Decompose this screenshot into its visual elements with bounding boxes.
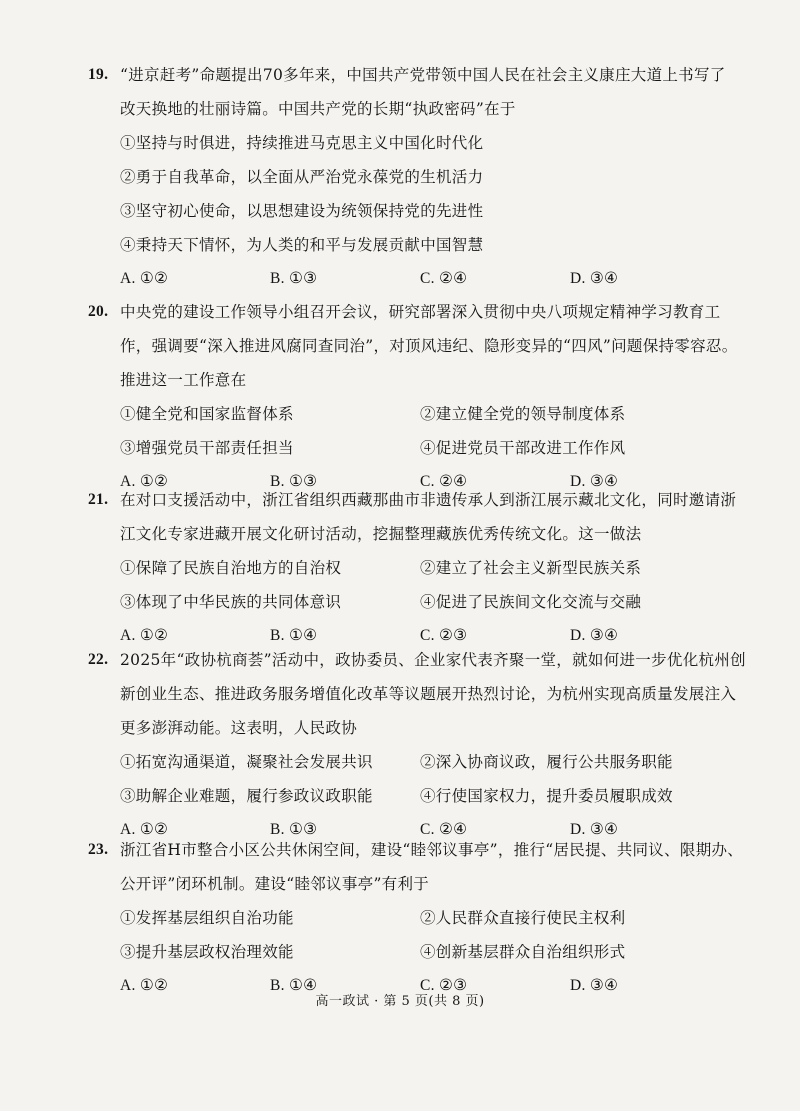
question-22 [88,643,746,847]
question-stem: “进京赶考”命题提出70多年来，中国共产党带领中国人民在社会主义康庄大道上书写了 [120,66,726,84]
option-1: ①坚持与时俱进，持续推进马克思主义中国化时代化 [120,134,484,152]
option-1: ①保障了民族自治地方的自治权 [120,559,342,577]
option-row [120,551,728,585]
question-stem: 浙江省H市整合小区公共休闲空间，建设“睦邻议事亭”，推行“居民提、共同议、限期办、 [120,841,744,859]
answer-c: C. ②④ [420,270,468,287]
question-stem: 作，强调要“深入推进风腐同查同治”，对顶风违纪、隐形变异的“四风”问题保持零容忍。 [120,337,738,355]
answer-b: B. ①③ [270,821,318,838]
option-4: ④促进了民族间文化交流与交融 [420,593,642,611]
answer-c: C. ②④ [420,821,468,838]
answer-d: D. ③④ [570,627,619,644]
answer-a: A. ①② [120,473,169,490]
answer-d: D. ③④ [570,473,619,490]
question-number: 23. [88,841,109,858]
answer-b: B. ①④ [270,977,318,994]
answer-b: B. ①③ [270,270,318,287]
answer-d: D. ③④ [570,821,619,838]
option-1: ①拓宽沟通渠道，凝聚社会发展共识 [120,753,373,771]
question-number: 20. [88,303,109,320]
question-stem: 推进这一工作意在 [120,371,247,389]
answer-a: A. ①② [120,977,169,994]
answer-c: C. ②③ [420,977,468,994]
answer-c: C. ②③ [420,627,468,644]
option-4: ④创新基层群众自治组织形式 [420,943,626,961]
option-3: ③增强党员干部责任担当 [120,439,294,457]
option-row [120,397,728,431]
answer-a: A. ①② [120,627,169,644]
question-stem: 江文化专家进藏开展文化研讨活动，挖掘整理藏族优秀传统文化。这一做法 [120,525,642,543]
option-4: ④秉持天下情怀，为人类的和平与发展贡献中国智慧 [120,236,484,254]
option-4: ④行使国家权力，提升委员履职成效 [420,787,673,805]
question-number: 22. [88,651,109,668]
answer-c: C. ②④ [420,473,468,490]
question-19 [88,58,728,296]
answer-choices [120,262,728,296]
question-stem: 2025年“政协杭商荟”活动中，政协委员、企业家代表齐聚一堂，就如何进一步优化杭州创 [120,651,746,669]
answer-b: B. ①④ [270,627,318,644]
option-2: ②人民群众直接行使民主权利 [420,909,626,927]
option-3: ③坚守初心使命，以思想建设为统领保持党的先进性 [120,202,484,220]
question-stem: 更多澎湃动能。这表明，人民政协 [120,719,358,737]
answer-d: D. ③④ [570,270,619,287]
option-row [120,779,728,813]
answer-a: A. ①② [120,270,169,287]
question-stem: 公开评”闭环机制。建设“睦邻议事亭”有利于 [120,875,430,893]
question-stem: 改天换地的壮丽诗篇。中国共产党的长期“执政密码”在于 [120,100,516,118]
page-footer: 高一政试 · 第 5 页(共 8 页) [315,994,485,1009]
option-row [120,585,728,619]
answer-b: B. ①③ [270,473,318,490]
option-2: ②勇于自我革命，以全面从严治党永葆党的生机活力 [120,168,484,186]
option-1: ①健全党和国家监督体系 [120,405,294,423]
option-3: ③助解企业难题，履行参政议政职能 [120,787,373,805]
option-row [120,901,728,935]
option-3: ③提升基层政权治理效能 [120,943,294,961]
question-stem: 在对口支援活动中，浙江省组织西藏那曲市非遗传承人到浙江展示藏北文化，同时邀请浙 [120,491,737,509]
option-row [120,745,728,779]
question-23 [88,833,744,1003]
option-1: ①发挥基层组织自治功能 [120,909,294,927]
option-row [120,431,728,465]
question-21 [88,483,737,653]
question-stem: 中央党的建设工作领导小组召开会议，研究部署深入贯彻中央八项规定精神学习教育工 [120,303,721,321]
question-stem: 新创业生态、推进政务服务增值化改革等议题展开热烈讨论，为杭州实现高质量发展注入 [120,685,737,703]
option-2: ②建立健全党的领导制度体系 [420,405,626,423]
option-row [120,935,728,969]
option-4: ④促进党员干部改进工作作风 [420,439,626,457]
question-20 [88,295,738,499]
answer-d: D. ③④ [570,977,619,994]
option-3: ③体现了中华民族的共同体意识 [120,593,342,611]
answer-a: A. ①② [120,821,169,838]
question-number: 19. [88,66,109,83]
option-2: ②深入协商议政，履行公共服务职能 [420,753,673,771]
option-2: ②建立了社会主义新型民族关系 [420,559,642,577]
question-number: 21. [88,491,109,508]
